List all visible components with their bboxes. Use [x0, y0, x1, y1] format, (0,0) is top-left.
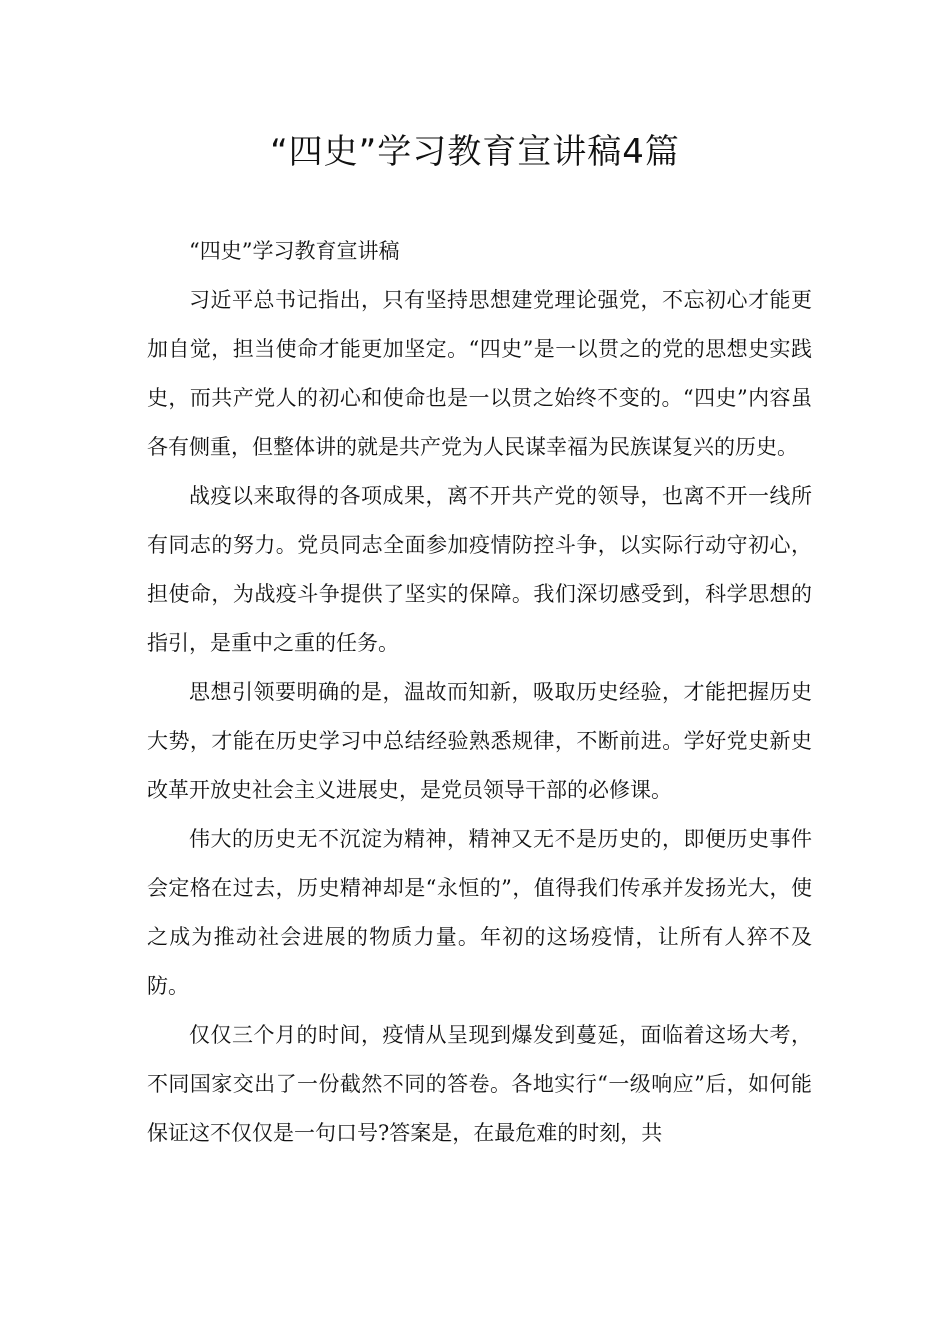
paragraph-2: 战疫以来取得的各项成果，离不开共产党的领导，也离不开一线所有同志的努力。党员同志全面参加疫情防控斗争，以实际行动守初心，担使命，为战疫斗争提供了坚实的保障。我们深切感受到，科学思想的指引，是重中之重的任务。: [147, 484, 812, 655]
section-subtitle: “四史”学习教育宣讲稿: [189, 239, 400, 263]
paragraph-5: 仅仅三个月的时间，疫情从呈现到爆发到蔓延，面临着这场大考，不同国家交出了一份截然不同的答卷。各地实行“一级响应”后，如何能保证这不仅仅是一句口号?答案是，在最危难的时刻，共: [147, 1023, 812, 1145]
document-body: [147, 227, 812, 1158]
document-title: “四史”学习教育宣讲稿4篇: [270, 132, 680, 172]
paragraph-4: 伟大的历史无不沉淀为精神，精神又无不是历史的，即便历史事件会定格在过去，历史精神却是“永恒的”，值得我们传承并发扬光大，使之成为推动社会进展的物质力量。年初的这场疫情，让所有人猝不及防。: [147, 827, 812, 998]
paragraph-1: 习近平总书记指出，只有坚持思想建党理论强党，不忘初心才能更加自觉，担当使命才能更加坚定。“四史”是一以贯之的党的思想史实践史，而共产党人的初心和使命也是一以贯之始终不变的。“四史”内容虽各有侧重，但整体讲的就是共产党为人民谋幸福为民族谋复兴的历史。: [147, 288, 812, 459]
paragraph-3: 思想引领要明确的是，温故而知新，吸取历史经验，才能把握历史大势，才能在历史学习中总结经验熟悉规律，不断前进。学好党史新史改革开放史社会主义进展史，是党员领导干部的必修课。: [147, 680, 812, 802]
